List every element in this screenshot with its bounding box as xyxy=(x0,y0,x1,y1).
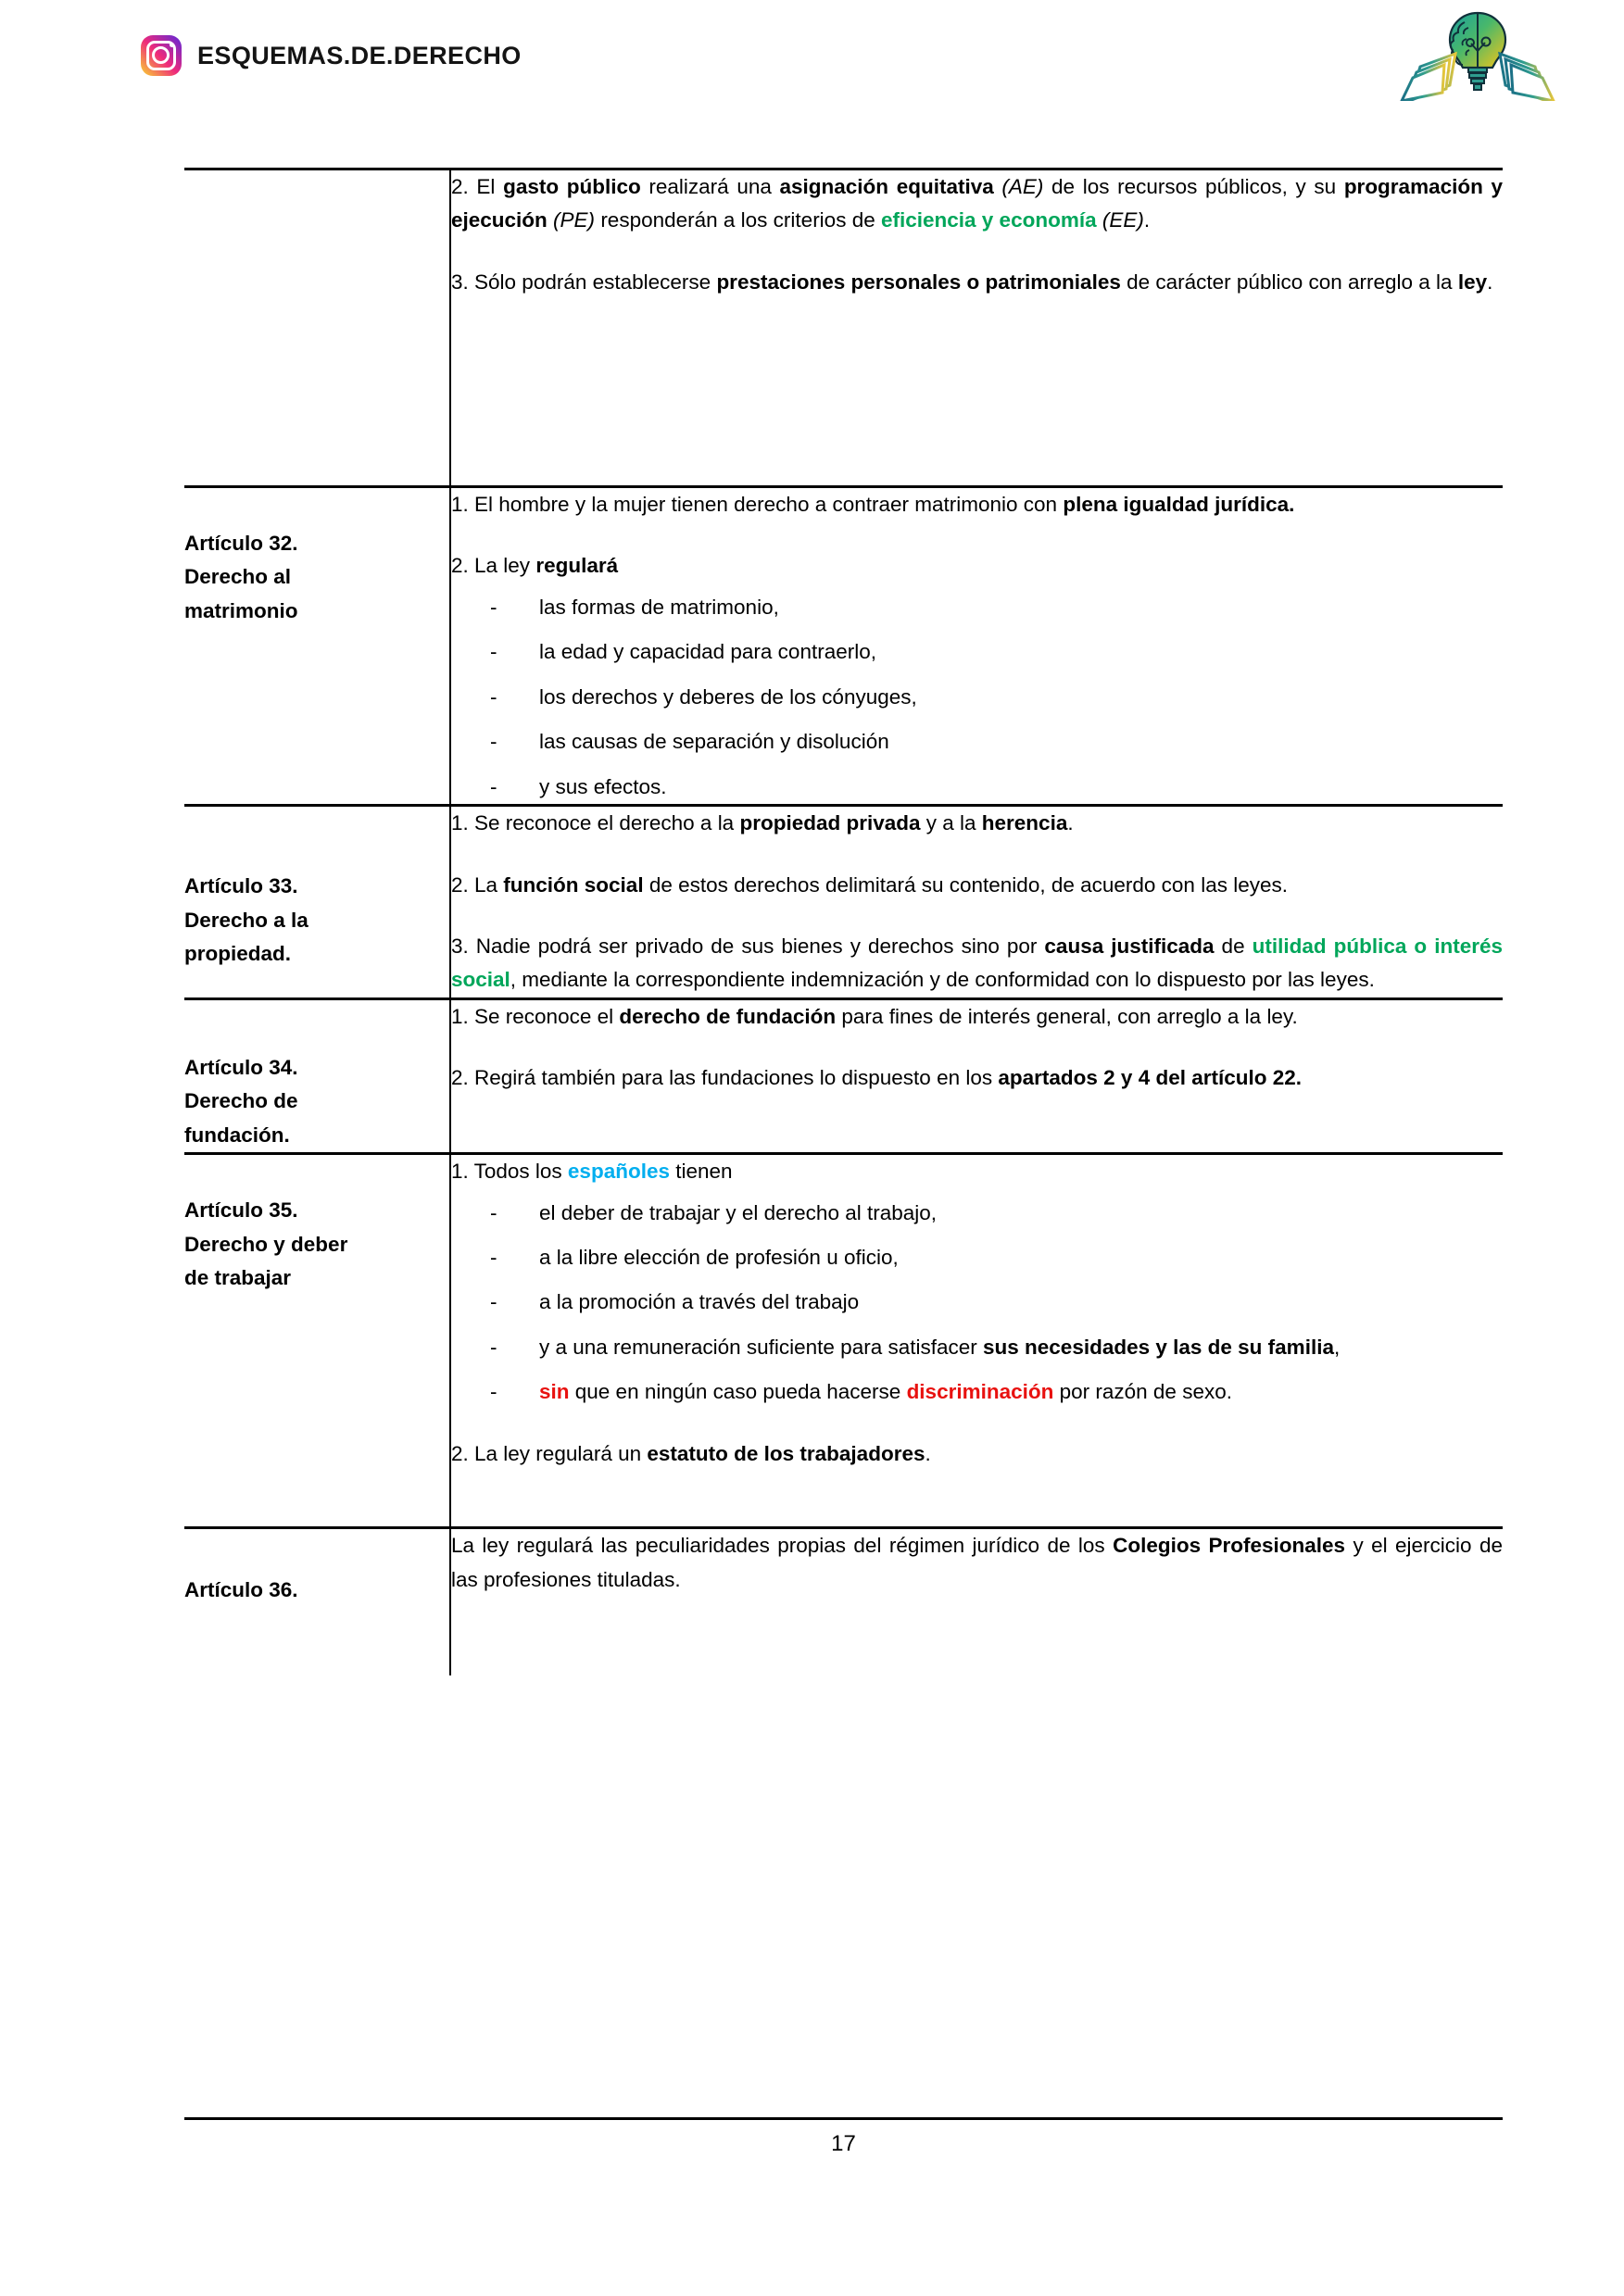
text-run: que en ningún caso pueda hacerse xyxy=(569,1380,907,1404)
article-number: Artículo 34. xyxy=(184,1055,298,1079)
text-run-bold: propiedad privada xyxy=(739,811,921,835)
paragraph xyxy=(451,930,1503,997)
article-number: Artículo 35. xyxy=(184,1198,298,1223)
page-footer xyxy=(184,2117,1503,2157)
article-label-cell xyxy=(184,1154,450,1528)
article-label-cell xyxy=(184,487,450,806)
article-number: Artículo 32. xyxy=(184,532,298,555)
text-run: 1. Se reconoce el xyxy=(451,1004,620,1028)
article-title-line: Derecho de xyxy=(184,1089,298,1113)
text-run-bold: función social xyxy=(503,872,644,897)
text-run: La ley regulará las peculiaridades propias del régimen jurídico de los xyxy=(451,1534,1114,1558)
text-run: 3. Sólo podrán establecerse xyxy=(451,270,717,294)
article-label-cell xyxy=(184,1528,450,1676)
text-run-bold: Colegios Profesionales xyxy=(1113,1534,1346,1558)
text-run-bold: herencia xyxy=(981,811,1068,835)
text-run: 1. El hombre y la mujer tienen derecho a contraer matrimonio con xyxy=(451,493,1064,516)
paragraph xyxy=(451,1061,1503,1095)
text-run-highlight-red: discriminación xyxy=(906,1380,1054,1404)
list-item: - a la promoción a través del trabajo xyxy=(451,1286,1503,1319)
paragraph xyxy=(451,266,1503,299)
instagram-icon xyxy=(141,35,182,76)
article-number: Artículo 36. xyxy=(184,1578,298,1602)
text-run: . xyxy=(925,1441,931,1465)
bullet-list xyxy=(451,591,1503,804)
instagram-brand xyxy=(141,35,522,76)
text-run: 1. Todos los xyxy=(451,1160,568,1184)
article-label-cell xyxy=(184,998,450,1153)
text-run: de xyxy=(1214,934,1253,958)
text-run-highlight-green: eficiencia y economía xyxy=(880,208,1097,232)
bullet-list xyxy=(451,1197,1503,1410)
paragraph xyxy=(451,1529,1503,1597)
paragraph xyxy=(451,549,1503,583)
text-run: de carácter público con arreglo a la xyxy=(1120,270,1458,294)
text-run: de los recursos públicos, y su xyxy=(1043,175,1344,198)
list-item: - los derechos y deberes de los cónyuges, xyxy=(451,681,1503,714)
table-row xyxy=(184,998,1503,1153)
table-row xyxy=(184,1154,1503,1528)
text-run-bold: prestaciones personales o patrimoniales xyxy=(716,270,1121,294)
text-run: y el ejercicio de las profesiones tituladas. xyxy=(451,1534,1503,1591)
article-title-line: propiedad. xyxy=(184,941,292,965)
list-item: - las formas de matrimonio, xyxy=(451,591,1503,624)
text-run: de estos derechos delimitará su contenido, de acuerdo con las leyes. xyxy=(643,872,1288,897)
brain-lightbulb-book-logo xyxy=(1383,6,1573,101)
text-run: . xyxy=(1143,208,1151,232)
article-body-cell xyxy=(450,1528,1503,1676)
page-header xyxy=(0,0,1624,105)
text-run: 3. Nadie podrá ser privado de sus bienes y derechos sino por xyxy=(451,934,1045,958)
table-row xyxy=(184,806,1503,999)
article-body-cell xyxy=(450,487,1503,806)
articles-table xyxy=(184,168,1503,1675)
article-title-line: matrimonio xyxy=(184,598,298,622)
article-title-line: Derecho y deber xyxy=(184,1232,348,1256)
article-number: Artículo 33. xyxy=(184,874,298,898)
article-title-line: Derecho al xyxy=(184,565,292,589)
text-run-bold: plena igualdad jurídica. xyxy=(1063,493,1295,516)
text-run: . xyxy=(1487,270,1493,294)
text-run: , mediante la correspondiente indemnización y de conformidad con lo dispuesto por las leyes. xyxy=(510,968,1375,992)
text-run-highlight-cyan: españoles xyxy=(567,1160,670,1184)
page-number: 17 xyxy=(831,2131,856,2156)
text-run: y a una remuneración suficiente para satisfacer xyxy=(539,1335,984,1359)
list-item: - y sus efectos. xyxy=(451,771,1503,804)
list-item xyxy=(451,1375,1503,1409)
paragraph xyxy=(451,1000,1503,1034)
paragraph xyxy=(451,1155,1503,1188)
table-row xyxy=(184,1528,1503,1676)
text-run: 2. La ley xyxy=(451,554,536,578)
text-run: y a la xyxy=(920,811,982,835)
text-run-bold: asignación equitativa xyxy=(779,175,994,198)
list-item: - las causas de separación y disolución xyxy=(451,725,1503,759)
list-item: - el deber de trabajar y el derecho al trabajo, xyxy=(451,1197,1503,1230)
article-label-cell xyxy=(184,169,450,487)
paragraph xyxy=(451,488,1503,521)
list-item: - la edad y capacidad para contraerlo, xyxy=(451,635,1503,669)
list-item: - a la libre elección de profesión u oficio, xyxy=(451,1241,1503,1274)
paragraph xyxy=(451,807,1503,840)
text-run: 1. Se reconoce el derecho a la xyxy=(451,811,740,835)
text-run-bold: ley xyxy=(1457,270,1488,294)
text-run-bold: derecho de fundación xyxy=(619,1004,837,1028)
text-run-bold: sus necesidades y las de su familia xyxy=(983,1335,1334,1359)
text-run-bold: regulará xyxy=(535,554,619,578)
article-title-line: fundación. xyxy=(184,1123,290,1147)
text-run-bold: gasto público xyxy=(503,175,641,198)
article-title-line: Derecho a la xyxy=(184,908,308,932)
article-title-line: de trabajar xyxy=(184,1266,292,1289)
text-run-bold: estatuto de los trabajadores xyxy=(647,1441,925,1465)
text-run-italic: (EE) xyxy=(1096,208,1144,232)
text-run: para fines de interés general, con arreglo a la ley. xyxy=(836,1004,1298,1028)
article-body-cell xyxy=(450,169,1503,487)
paragraph xyxy=(451,1437,1503,1471)
table-row xyxy=(184,169,1503,487)
article-body-cell xyxy=(450,806,1503,999)
article-body-cell xyxy=(450,1154,1503,1528)
instagram-handle: ESQUEMAS.DE.DERECHO xyxy=(197,41,522,69)
list-item xyxy=(451,1331,1503,1364)
text-run: responderán a los criterios de xyxy=(595,208,881,232)
text-run-bold: apartados 2 y 4 del artículo 22. xyxy=(998,1066,1303,1090)
text-run: tienen xyxy=(669,1160,733,1184)
text-run-highlight-green: utilidad pública o interés social xyxy=(451,934,1503,992)
paragraph xyxy=(451,170,1503,238)
text-run: . xyxy=(1067,811,1074,835)
text-run-bold: programación y ejecución xyxy=(451,175,1504,232)
text-run: realizará una xyxy=(640,175,780,198)
article-body-cell xyxy=(450,998,1503,1153)
text-run: , xyxy=(1333,1335,1341,1359)
table-row xyxy=(184,487,1503,806)
text-run-italic: (AE) xyxy=(993,175,1044,198)
text-run: 2. El xyxy=(451,175,504,198)
text-run: 2. La xyxy=(451,872,504,897)
article-label-cell xyxy=(184,806,450,999)
text-run-italic: (PE) xyxy=(547,208,596,232)
text-run-bold: causa justificada xyxy=(1044,934,1215,958)
paragraph xyxy=(451,869,1503,902)
text-run: 2. La ley regulará un xyxy=(451,1441,648,1465)
text-run: 2. Regirá también para las fundaciones lo dispuesto en los xyxy=(451,1066,999,1090)
text-run: por razón de sexo. xyxy=(1053,1380,1232,1404)
text-run-highlight-red: sin xyxy=(539,1380,570,1404)
